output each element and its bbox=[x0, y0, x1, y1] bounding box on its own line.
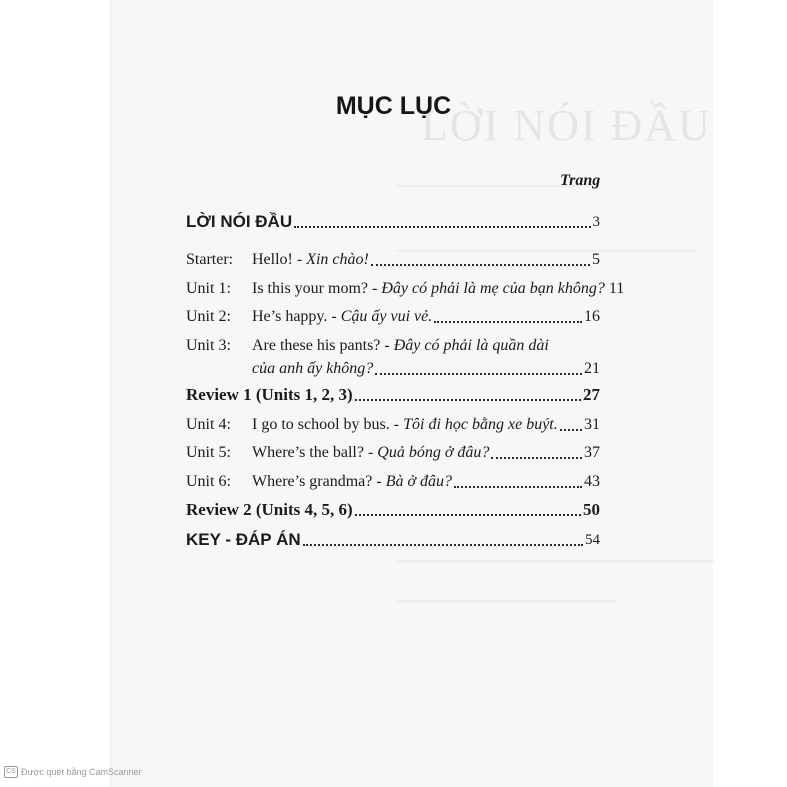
english-title: Where’s the ball? - bbox=[252, 444, 378, 461]
page-number: 37 bbox=[584, 444, 600, 461]
vietnamese-title: Cậu ấy vui vẻ. bbox=[340, 308, 433, 325]
page-number: 31 bbox=[584, 416, 600, 433]
dot-leader bbox=[454, 485, 582, 488]
dot-leader bbox=[294, 225, 590, 228]
camscanner-logo-icon: CS bbox=[4, 766, 18, 778]
vietnamese-title: Quả bóng ở đâu? bbox=[377, 444, 490, 461]
entry-title: Review 1 (Units 1, 2, 3) bbox=[186, 385, 353, 404]
dot-leader bbox=[434, 320, 582, 323]
entry-title: KEY - ĐÁP ÁN bbox=[186, 530, 301, 549]
unit-label: Unit 3: bbox=[186, 337, 231, 354]
unit-label: Unit 5: bbox=[186, 444, 231, 461]
page-number: 16 bbox=[584, 308, 600, 325]
vietnamese-title: Đây có phải là quần dài bbox=[393, 337, 549, 354]
dot-leader bbox=[375, 372, 582, 375]
page-number: 5 bbox=[592, 251, 600, 268]
dot-leader bbox=[303, 543, 583, 546]
page-number: 43 bbox=[584, 473, 600, 490]
entry-title: Review 2 (Units 4, 5, 6) bbox=[186, 500, 353, 519]
dot-leader bbox=[371, 263, 590, 266]
toc-entry-unit-3[interactable] bbox=[186, 336, 600, 376]
dot-leader bbox=[355, 513, 581, 516]
page-number: 21 bbox=[584, 360, 600, 377]
unit-label: Unit 2: bbox=[186, 308, 231, 325]
watermark-text: Được quét bằng CamScanner bbox=[21, 767, 142, 777]
dot-leader bbox=[491, 456, 582, 459]
bleed-through-text: LỜI NÓI ĐẦU bbox=[421, 101, 712, 150]
scanner-watermark bbox=[4, 766, 142, 778]
vietnamese-title: Tôi đi học bằng xe buýt. bbox=[403, 416, 558, 433]
entry-title: LỜI NÓI ĐẦU bbox=[186, 212, 293, 231]
page-number: 50 bbox=[583, 500, 600, 519]
dot-leader bbox=[355, 398, 581, 401]
page-number: 3 bbox=[592, 214, 600, 230]
bleed-through-line bbox=[396, 600, 616, 602]
page-number: 11 bbox=[608, 280, 625, 297]
english-title: I go to school by bus. - bbox=[252, 416, 404, 433]
page-number: 54 bbox=[585, 532, 600, 548]
unit-label: Starter: bbox=[186, 251, 234, 268]
unit-label: Unit 1: bbox=[186, 280, 231, 297]
english-title: Are these his pants? - bbox=[252, 337, 394, 354]
vietnamese-title: Bà ở đâu? bbox=[385, 473, 453, 490]
vietnamese-title: Đây có phải là mẹ của bạn không? bbox=[381, 280, 605, 297]
bleed-through-line bbox=[396, 560, 716, 562]
page-title: MỤC LỤC bbox=[335, 92, 452, 120]
english-title: Where’s grandma? - bbox=[252, 473, 386, 490]
english-title: Is this your mom? - bbox=[252, 280, 382, 297]
page-number: 27 bbox=[583, 385, 600, 404]
dot-leader bbox=[560, 428, 582, 431]
page-column-header: Trang bbox=[560, 172, 601, 189]
vietnamese-title-continued: của anh ấy không? bbox=[252, 360, 374, 377]
english-title: Hello! - bbox=[252, 251, 307, 268]
unit-label: Unit 6: bbox=[186, 473, 231, 490]
english-title: He’s happy. - bbox=[252, 308, 341, 325]
vietnamese-title: Xin chào! bbox=[306, 251, 369, 268]
unit-label: Unit 4: bbox=[186, 416, 231, 433]
